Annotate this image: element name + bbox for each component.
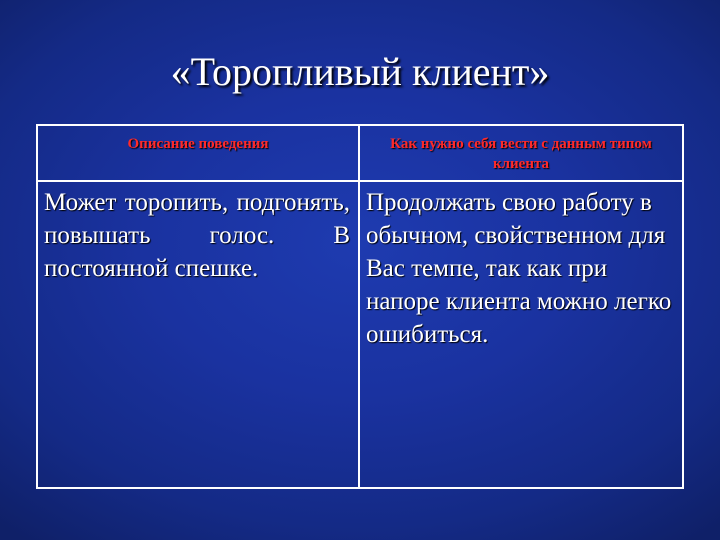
table-header-response: Как нужно себя вести с данным типом клиента: [360, 126, 682, 182]
table-header-behavior: Описание поведения: [38, 126, 360, 182]
table-cell-behavior: Может торопить, подгонять, повышать голос. В постоянной спешке.: [38, 182, 360, 487]
slide-title: «Торопливый клиент»: [170, 49, 550, 94]
comparison-table: [36, 124, 684, 489]
table-cell-response: Продолжать свою работу в обычном, свойственном для Вас темпе, так как при напоре клиента можно легко ошибиться.: [366, 189, 672, 348]
